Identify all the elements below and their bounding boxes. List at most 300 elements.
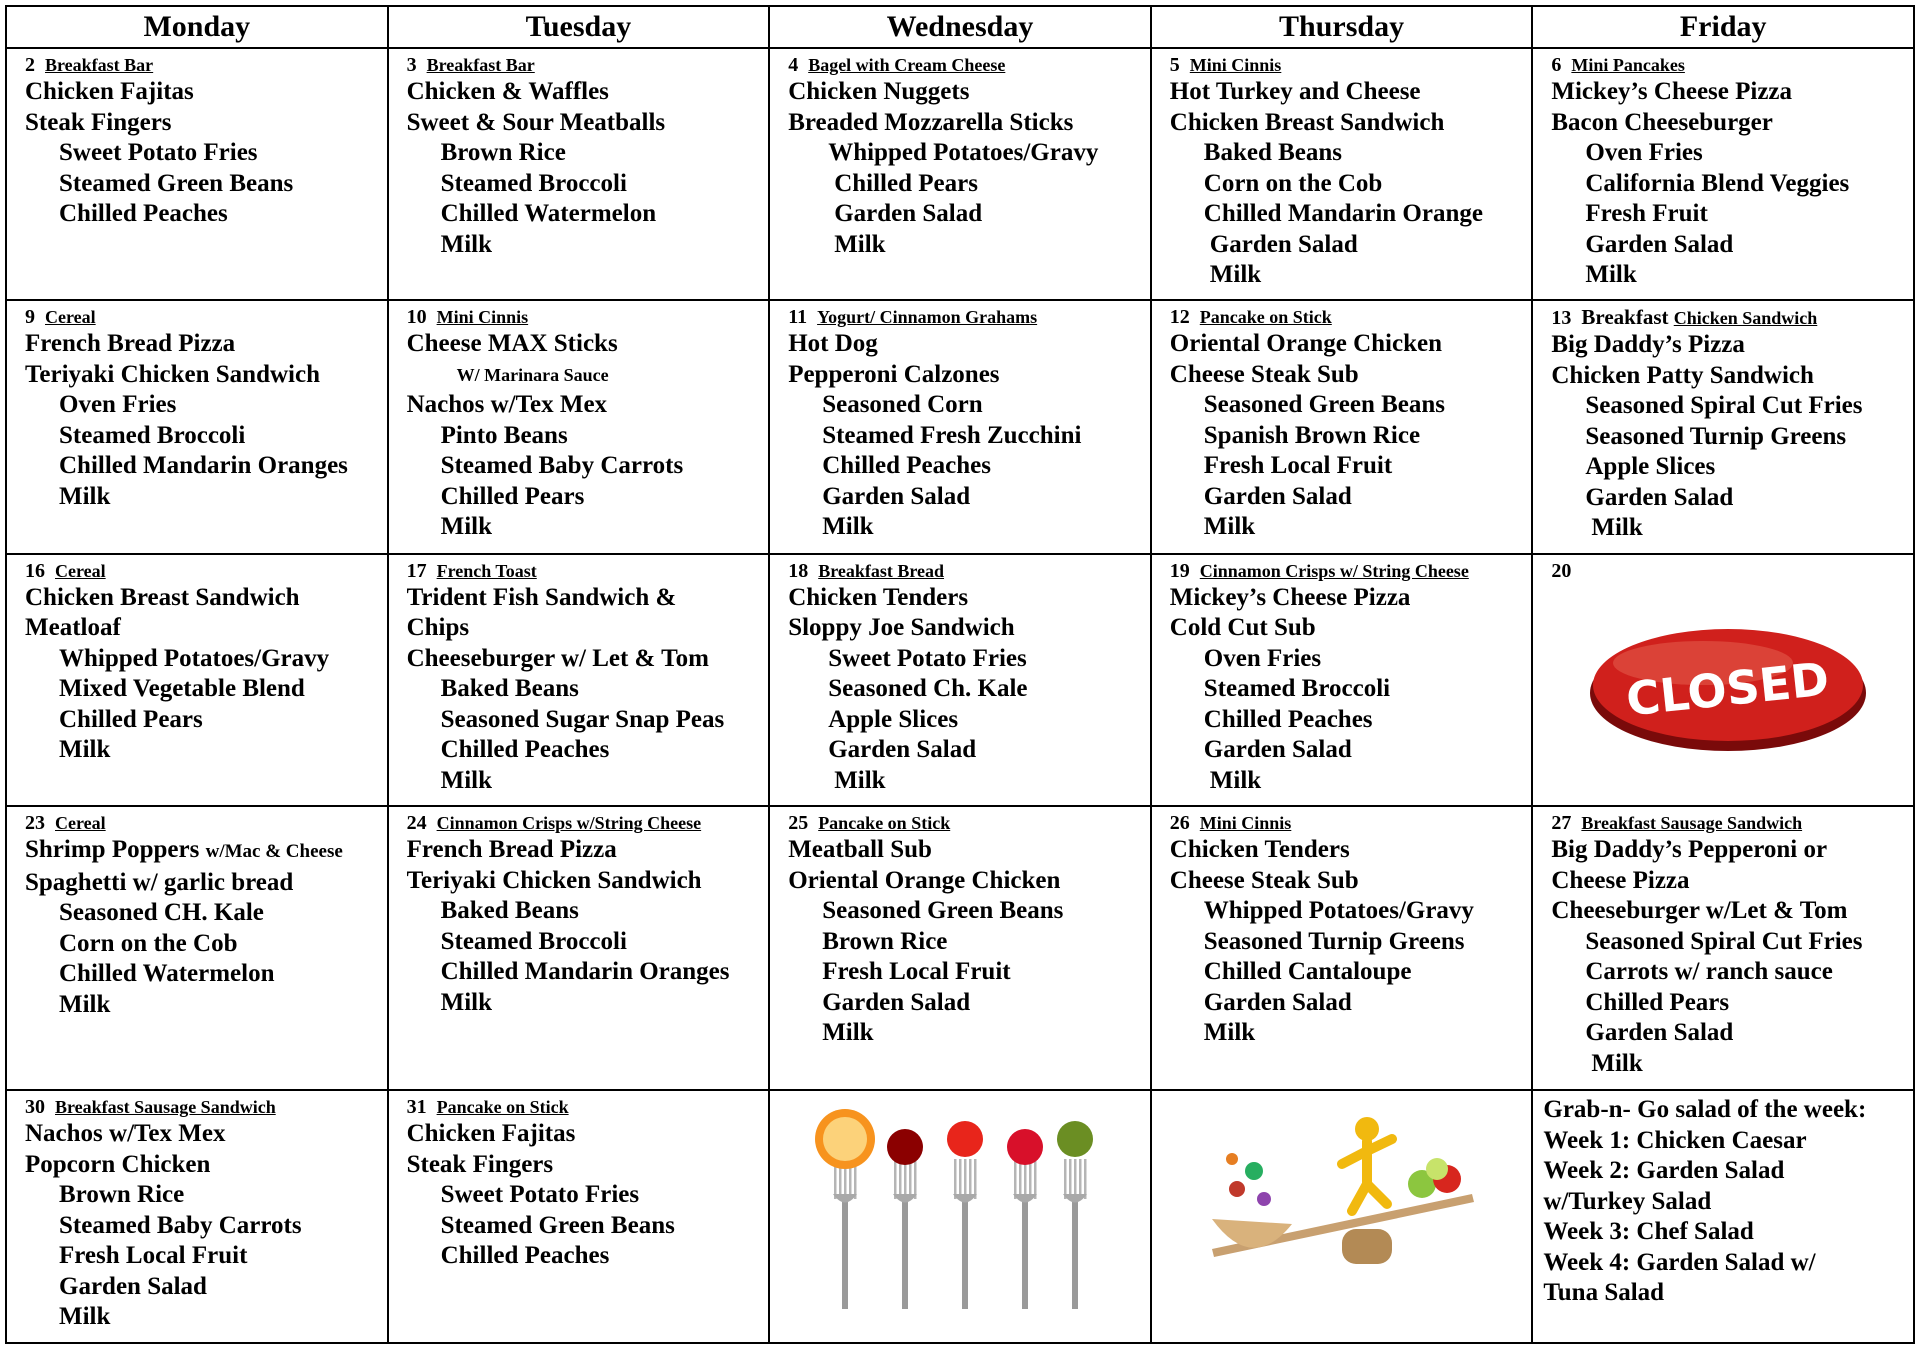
entree-item <box>788 329 1142 360</box>
week-row <box>6 806 1914 1090</box>
entree-item <box>407 329 761 360</box>
side-item <box>1170 705 1524 736</box>
menu-item-text: Baked Beans <box>1203 139 1343 166</box>
side-item <box>407 1180 761 1211</box>
menu-item-text: Oriental Orange Chicken <box>1169 330 1442 358</box>
menu-item-text: Sweet Potato Fries <box>828 644 1027 672</box>
side-item <box>407 199 761 230</box>
side-item <box>25 674 379 705</box>
closed-label: CLOSED <box>1623 651 1832 727</box>
grab-n-go-title: Grab-n- Go salad of the week: <box>1543 1096 1867 1124</box>
menu-item-text: Chilled Mandarin Oranges <box>59 452 348 480</box>
menu-item-text: Sloppy Joe Sandwich <box>788 614 1015 642</box>
menu-item-text: Steamed Broccoli <box>1203 675 1391 703</box>
entree-item <box>25 77 379 108</box>
entree-item <box>407 613 761 644</box>
side-item <box>1551 513 1905 544</box>
menu-item-text: Pinto Beans <box>440 421 568 449</box>
day-header-tuesday: Tuesday <box>388 6 770 48</box>
side-item <box>25 898 379 929</box>
day-header-wednesday: Wednesday <box>769 6 1151 48</box>
menu-item-text: Chicken Patty Sandwich <box>1551 361 1814 389</box>
day-number: 11 <box>788 306 808 329</box>
side-item <box>407 451 761 482</box>
entree-item <box>1170 866 1524 897</box>
side-item <box>407 705 761 736</box>
day-number: 20 <box>1551 559 1572 582</box>
side-item <box>788 896 1142 927</box>
side-item <box>788 927 1142 958</box>
day-cell <box>1151 300 1533 554</box>
salad-week-line: Week 4: Garden Salad w/ <box>1543 1248 1816 1276</box>
menu-item-text: Milk <box>440 766 492 794</box>
menu-item-text: Pepperoni Calzones <box>788 360 1000 388</box>
day-number: 2 <box>25 54 35 76</box>
side-item <box>1551 391 1905 422</box>
forks-with-fruit-image <box>810 1099 1110 1309</box>
menu-item-text: Milk <box>834 766 886 794</box>
side-item <box>1170 896 1524 927</box>
entree-item <box>25 1119 379 1150</box>
side-item <box>407 421 761 452</box>
salad-week-line: Week 3: Chef Salad <box>1543 1218 1754 1246</box>
menu-item-text: Mickey’s Cheese Pizza <box>1551 78 1793 105</box>
side-item <box>1551 169 1905 200</box>
day-number: 25 <box>788 812 809 835</box>
entree-item <box>788 77 1142 108</box>
menu-item-text: Milk <box>59 990 111 1018</box>
menu-item-text: Oriental Orange Chicken <box>788 866 1061 894</box>
menu-item-text: Corn on the Cob <box>1203 169 1383 197</box>
menu-item-text: Steamed Broccoli <box>59 421 246 449</box>
side-item <box>407 735 761 766</box>
week-row <box>6 1090 1914 1343</box>
menu-item-text: Baked Beans <box>440 675 579 703</box>
day-header <box>1170 53 1524 77</box>
breakfast-item: Cereal <box>55 560 106 581</box>
menu-item-text: Fresh Local Fruit <box>822 958 1011 986</box>
day-menu <box>1533 49 1913 291</box>
side-item <box>25 1241 379 1272</box>
breakfast-item: Breakfast Bar <box>426 55 535 75</box>
closed-button-image <box>1583 613 1873 763</box>
menu-item-text: Teriyaki Chicken Sandwich <box>25 360 320 388</box>
day-header <box>407 811 761 835</box>
menu-item-text: Oven Fries <box>1585 139 1703 166</box>
menu-item-text: Sweet Potato Fries <box>440 1181 640 1209</box>
menu-item-text: Seasoned Turnip Greens <box>1203 927 1465 955</box>
side-item <box>1170 674 1524 705</box>
menu-item-text: Seasoned CH. Kale <box>59 899 264 927</box>
day-header <box>1170 559 1524 583</box>
menu-item-text: Milk <box>440 513 492 541</box>
menu-item-text: Garden Salad <box>1203 482 1352 510</box>
side-item <box>25 929 379 960</box>
entree-item <box>407 583 761 614</box>
side-item <box>407 896 761 927</box>
entree-item <box>25 360 379 391</box>
menu-item-text: Mickey’s Cheese Pizza <box>1169 583 1411 611</box>
side-item <box>407 230 761 261</box>
entree-item <box>25 613 379 644</box>
day-cell <box>1532 48 1914 300</box>
menu-item-text: Hot Dog <box>788 330 878 358</box>
entree-item <box>788 583 1142 614</box>
entree-item <box>1551 361 1905 392</box>
entree-item <box>1170 329 1524 360</box>
side-item <box>1170 482 1524 513</box>
menu-item-text: Steamed Fresh Zucchini <box>822 421 1082 449</box>
menu-item-text: Garden Salad <box>1585 483 1734 511</box>
menu-item-text: Seasoned Sugar Snap Peas <box>440 705 725 733</box>
side-item <box>1170 451 1524 482</box>
menu-item-text: Apple Slices <box>1585 453 1716 481</box>
day-header <box>1551 53 1905 77</box>
breakfast-label: Breakfast <box>1581 305 1669 330</box>
entree-item <box>788 866 1142 897</box>
entree-item <box>25 583 379 614</box>
side-item <box>407 766 761 797</box>
menu-item-text: Chilled Peaches <box>440 736 610 764</box>
side-item <box>25 138 379 169</box>
menu-item-text: Cheese Steak Sub <box>1169 866 1359 894</box>
side-item <box>788 169 1142 200</box>
side-item <box>25 959 379 990</box>
side-item <box>788 482 1142 513</box>
day-number: 23 <box>25 812 45 835</box>
breakfast-item: Mini Cinnis <box>1189 55 1282 75</box>
side-item <box>1551 199 1905 230</box>
menu-item-text: Garden Salad <box>1209 230 1358 258</box>
day-cell <box>769 806 1151 1090</box>
side-item <box>25 1211 379 1242</box>
menu-item-text: Milk <box>59 482 111 510</box>
day-number: 5 <box>1169 54 1180 76</box>
menu-item-text: Chips <box>406 614 470 642</box>
entree-item <box>1170 108 1524 139</box>
day-cell <box>6 554 388 806</box>
side-item <box>788 705 1142 736</box>
day-cell <box>769 300 1151 554</box>
side-item <box>25 482 379 513</box>
menu-item-text: Chilled Pears <box>834 169 978 197</box>
menu-item-text: Teriyaki Chicken Sandwich <box>406 866 702 894</box>
day-cell <box>769 554 1151 806</box>
menu-item-text: Chilled Peaches <box>440 1242 610 1270</box>
day-number: 12 <box>1169 306 1190 329</box>
entree-item <box>1170 835 1524 866</box>
side-item <box>407 957 761 988</box>
day-menu <box>1152 49 1532 291</box>
day-number: 24 <box>406 812 427 835</box>
menu-item-text: Cold Cut Sub <box>1169 614 1316 642</box>
side-item <box>1170 138 1524 169</box>
side-item <box>25 1302 379 1333</box>
menu-item-text: Steamed Green Beans <box>440 1211 675 1239</box>
day-number: 26 <box>1169 812 1190 835</box>
menu-item-text: Cheese Steak Sub <box>1169 360 1359 388</box>
menu-item-text: Trident Fish Sandwich & <box>406 583 677 611</box>
menu-item-text: Bacon Cheeseburger <box>1551 108 1773 136</box>
menu-item-text: Fresh Local Fruit <box>59 1242 248 1270</box>
entree-item <box>407 866 761 897</box>
entree-item <box>788 108 1142 139</box>
day-header-monday: Monday <box>6 6 388 48</box>
day-number: 19 <box>1169 559 1190 582</box>
day-menu <box>1152 301 1532 543</box>
breakfast-item: Cinnamon Crisps w/ String Cheese <box>1199 560 1469 581</box>
day-header <box>788 305 1142 329</box>
menu-item-text: Garden Salad <box>834 200 983 227</box>
entree-item <box>1551 77 1905 108</box>
side-item <box>25 390 379 421</box>
menu-item-text: Garden Salad <box>1203 988 1352 1016</box>
menu-item-text: Chicken Breast Sandwich <box>1169 108 1445 136</box>
entree-item <box>788 360 1142 391</box>
menu-item-text: Spanish Brown Rice <box>1203 421 1421 449</box>
menu-item-text: Breaded Mozzarella Sticks <box>788 108 1074 136</box>
side-item <box>25 705 379 736</box>
side-item <box>1551 927 1905 958</box>
picture-cell <box>770 1091 1150 1309</box>
menu-item-text: Chilled Peaches <box>822 452 991 480</box>
side-item <box>788 735 1142 766</box>
entree-item <box>25 868 379 899</box>
menu-item-text: California Blend Veggies <box>1585 169 1850 197</box>
menu-item-text: Steak Fingers <box>25 108 172 136</box>
side-item <box>407 138 761 169</box>
day-header <box>1551 811 1905 835</box>
menu-item-text: French Bread Pizza <box>25 330 236 358</box>
day-menu <box>7 555 387 766</box>
side-item <box>407 674 761 705</box>
side-item <box>788 199 1142 230</box>
breakfast-item: Mini Cinnis <box>436 307 529 328</box>
breakfast-item: Breakfast Bar <box>45 55 154 75</box>
breakfast-item: Cereal <box>45 307 96 328</box>
day-number: 27 <box>1551 812 1572 835</box>
menu-item-text: Popcorn Chicken <box>25 1150 211 1178</box>
menu-item-text: Milk <box>822 513 874 541</box>
day-cell <box>1151 1090 1533 1343</box>
menu-item-text: Brown Rice <box>440 139 566 166</box>
breakfast-item <box>1581 305 1817 329</box>
entree-item <box>1170 360 1524 391</box>
menu-item-text: Cheese MAX Sticks <box>406 330 618 358</box>
side-item <box>407 927 761 958</box>
side-item <box>25 199 379 230</box>
breakfast-item: Pancake on Stick <box>818 813 951 834</box>
entree-item <box>788 613 1142 644</box>
day-header <box>25 1095 379 1119</box>
menu-item-text: Garden Salad <box>822 482 971 510</box>
day-header <box>25 305 379 329</box>
breakfast-item: Breakfast Sausage Sandwich <box>55 1097 276 1118</box>
week-row <box>6 554 1914 806</box>
menu-item-text: Apple Slices <box>828 705 959 733</box>
menu-item-text: Milk <box>59 1303 111 1331</box>
side-item <box>25 451 379 482</box>
entree-item <box>25 329 379 360</box>
day-number: 9 <box>25 306 35 329</box>
day-menu <box>770 301 1150 543</box>
menu-item-text: Milk <box>1203 1019 1256 1047</box>
side-item <box>1551 1018 1905 1049</box>
day-header <box>407 559 761 583</box>
day-header <box>1170 811 1524 835</box>
menu-item-text: Sweet Potato Fries <box>59 139 258 166</box>
side-item <box>1170 260 1524 291</box>
entree-item <box>407 835 761 866</box>
day-header <box>25 53 379 77</box>
menu-item-text: Steak Fingers <box>406 1150 554 1178</box>
menu-item-text: Chilled Mandarin Oranges <box>440 958 730 986</box>
menu-item-text: Seasoned Turnip Greens <box>1585 422 1847 450</box>
menu-item-text: Brown Rice <box>822 927 948 955</box>
menu-item-text: Nachos w/Tex Mex <box>25 1120 226 1148</box>
menu-item-text: Cheeseburger w/Let & Tom <box>1551 897 1848 925</box>
breakfast-item: Mini Cinnis <box>1199 813 1292 834</box>
menu-item-text: Chilled Pears <box>1585 988 1730 1016</box>
menu-item-note: w/Mac & Cheese <box>205 841 343 863</box>
side-item <box>1551 422 1905 453</box>
day-cell <box>388 806 770 1090</box>
day-header <box>407 305 761 329</box>
breakfast-detail: Chicken Sandwich <box>1673 308 1818 329</box>
menu-item-text: Milk <box>440 988 492 1016</box>
menu-item-text: Hot Turkey and Cheese <box>1169 78 1421 105</box>
day-cell <box>388 48 770 300</box>
day-number: 16 <box>25 559 45 582</box>
menu-item-text: Baked Beans <box>440 897 579 925</box>
menu-item-text: Chicken & Waffles <box>406 78 609 105</box>
salad-week-line: Tuna Salad <box>1543 1279 1665 1307</box>
menu-item-text: Fresh Fruit <box>1585 200 1708 227</box>
menu-item-text: Carrots w/ ranch sauce <box>1585 958 1833 986</box>
side-item <box>25 169 379 200</box>
entree-item <box>25 835 379 868</box>
side-item <box>25 990 379 1021</box>
day-menu <box>389 49 769 260</box>
breakfast-item: Cereal <box>55 813 106 834</box>
menu-item-text: Milk <box>1209 261 1262 288</box>
menu-item-text: Corn on the Cob <box>59 929 238 957</box>
entree-item <box>1551 896 1905 927</box>
side-item <box>788 988 1142 1019</box>
week-row <box>6 300 1914 554</box>
side-item <box>1170 927 1524 958</box>
side-item <box>1170 512 1524 543</box>
side-item <box>788 512 1142 543</box>
day-cell <box>1532 554 1914 806</box>
entree-item <box>1551 866 1905 897</box>
day-cell <box>6 48 388 300</box>
day-cell <box>6 1090 388 1343</box>
side-item <box>1170 766 1524 797</box>
menu-item-text: Milk <box>1203 513 1256 541</box>
menu-item-text: Seasoned Spiral Cut Fries <box>1585 927 1863 955</box>
menu-item-text: Milk <box>834 230 886 258</box>
day-cell <box>1151 48 1533 300</box>
menu-item-text: Steamed Baby Carrots <box>59 1211 302 1239</box>
day-menu <box>1152 555 1532 797</box>
balance-seesaw-image <box>1192 1099 1492 1299</box>
side-item <box>1170 169 1524 200</box>
menu-item-text: Mixed Vegetable Blend <box>59 675 305 703</box>
breakfast-item: Breakfast Bread <box>818 560 945 581</box>
day-menu <box>389 1091 769 1272</box>
salad-week-line: w/Turkey Salad <box>1543 1187 1712 1215</box>
day-header <box>788 559 1142 583</box>
menu-item-text: Oven Fries <box>1203 644 1322 672</box>
side-item <box>1170 957 1524 988</box>
grab-n-go-salad-box <box>1533 1091 1913 1309</box>
entree-item <box>407 1150 761 1181</box>
side-item <box>1170 230 1524 261</box>
day-cell <box>769 1090 1151 1343</box>
breakfast-item: Yogurt/ Cinnamon Grahams <box>817 307 1038 328</box>
menu-item-text: Chilled Peaches <box>1203 705 1373 733</box>
breakfast-item: Pancake on Stick <box>1199 307 1332 328</box>
menu-item-text: Milk <box>1591 1049 1643 1077</box>
day-header <box>407 53 761 77</box>
entree-item <box>407 1119 761 1150</box>
day-menu <box>389 301 769 543</box>
day-cell <box>388 1090 770 1343</box>
day-number: 30 <box>25 1096 45 1119</box>
day-header-thursday: Thursday <box>1151 6 1533 48</box>
breakfast-item: Bagel with Cream Cheese <box>808 55 1006 75</box>
menu-item-text: Seasoned Corn <box>822 391 983 419</box>
menu-item-text: Garden Salad <box>1585 230 1734 258</box>
day-cell <box>6 806 388 1090</box>
day-header-friday: Friday <box>1532 6 1914 48</box>
day-cell <box>1532 806 1914 1090</box>
menu-item-text: Steamed Baby Carrots <box>440 452 684 480</box>
side-item <box>1551 988 1905 1019</box>
menu-item-text: Steamed Green Beans <box>59 169 294 197</box>
day-menu <box>389 807 769 1018</box>
menu-item-text: Garden Salad <box>59 1272 207 1300</box>
side-item <box>1170 988 1524 1019</box>
side-item <box>1170 199 1524 230</box>
menu-item-text: Chicken Nuggets <box>788 78 970 105</box>
menu-item-text: Garden Salad <box>1585 1019 1734 1047</box>
day-cell <box>388 300 770 554</box>
menu-item-text: Brown Rice <box>59 1181 185 1209</box>
side-item <box>407 512 761 543</box>
menu-item-text: Big Daddy’s Pepperoni or <box>1551 836 1828 864</box>
day-cell <box>1532 1090 1914 1343</box>
day-number: 6 <box>1551 54 1562 76</box>
side-item <box>1551 260 1905 291</box>
menu-item-text: Chilled Mandarin Orange <box>1203 200 1483 227</box>
menu-item-text: Chilled Watermelon <box>59 960 275 988</box>
menu-item-text: Big Daddy’s Pizza <box>1551 331 1745 359</box>
side-item <box>25 1272 379 1303</box>
menu-item-text: Chicken Breast Sandwich <box>25 583 300 611</box>
menu-item-text: Chilled Pears <box>440 482 585 510</box>
day-menu <box>7 49 387 230</box>
side-item <box>1170 644 1524 675</box>
day-number: 17 <box>406 559 427 582</box>
menu-item-text: Whipped Potatoes/Gravy <box>1203 897 1474 925</box>
day-cell <box>769 48 1151 300</box>
side-item <box>1170 421 1524 452</box>
day-header <box>1551 305 1905 330</box>
side-item <box>407 988 761 1019</box>
menu-item-text: Garden Salad <box>828 736 977 764</box>
